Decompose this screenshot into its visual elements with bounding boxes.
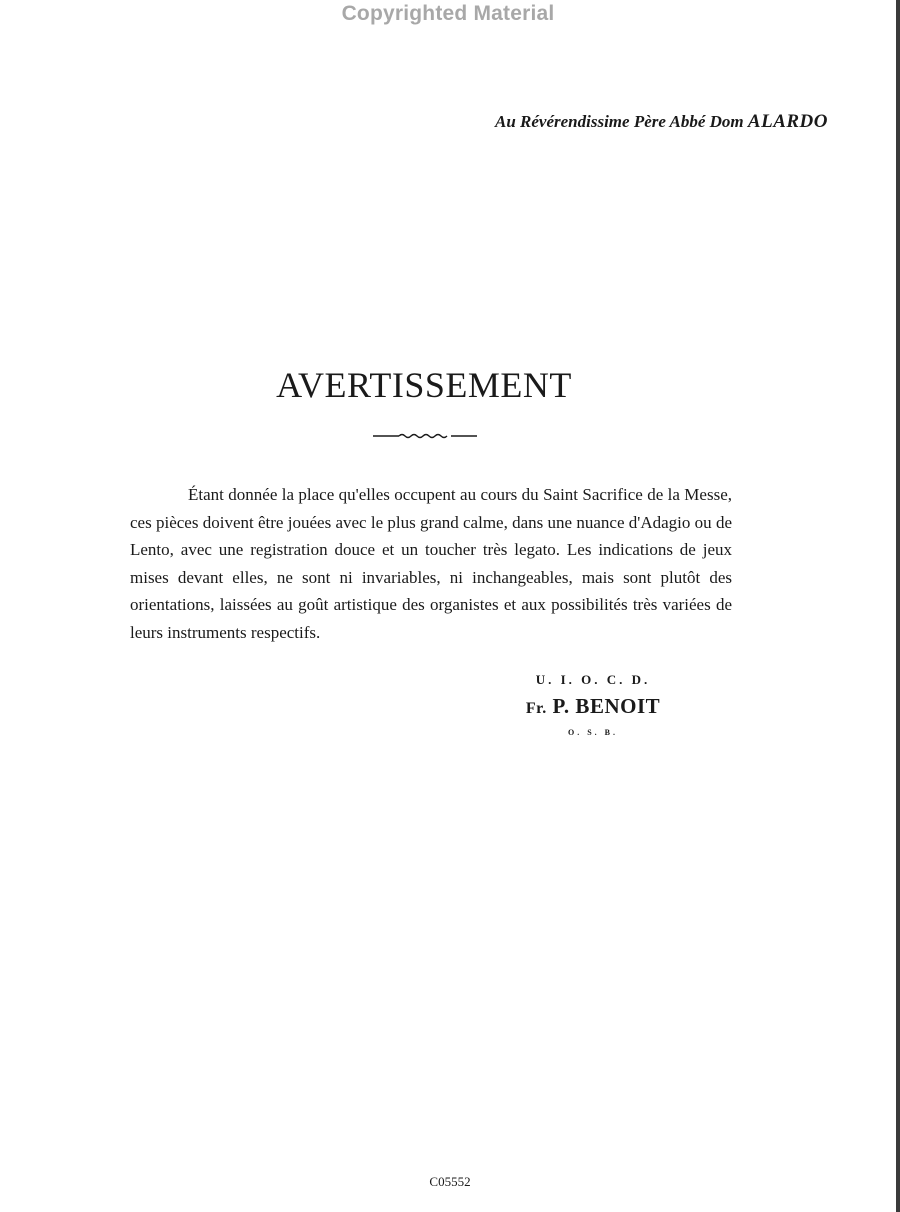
signature-organization: U. I. O. C. D. [535, 672, 651, 687]
signature-order: O. S. B. [567, 728, 618, 737]
body-paragraph: Étant donnée la place qu'elles occupent au cours du Saint Sacrifice de la Messe, ces pièces doivent être jouées avec le plus grand calme, dans une nuance d'Adagio ou de Lento, avec une registration douce et un toucher très legato. Les indications de jeux mises devant elles, ne sont ni invariables, ni inchangeables, mais sont plutôt des orientations, laissées au goût artistique des organistes et aux possibilités très variées de leurs instruments respectifs. [130, 485, 732, 642]
copyright-watermark: Copyrighted Material [341, 2, 555, 25]
dedication [495, 111, 828, 133]
ornamental-divider [373, 430, 477, 442]
dedication-name: ALARDO [747, 111, 828, 132]
signature-author: P. BENOIT [552, 694, 661, 718]
page-title: AVERTISSEMENT [276, 365, 572, 405]
signature-prefix: Fr. [525, 700, 547, 717]
dedication-prefix: Au Révérendissime Père Abbé Dom [494, 112, 744, 131]
signature-name [488, 694, 698, 719]
catalog-code: C05552 [429, 1174, 471, 1189]
page-edge [896, 0, 900, 1212]
